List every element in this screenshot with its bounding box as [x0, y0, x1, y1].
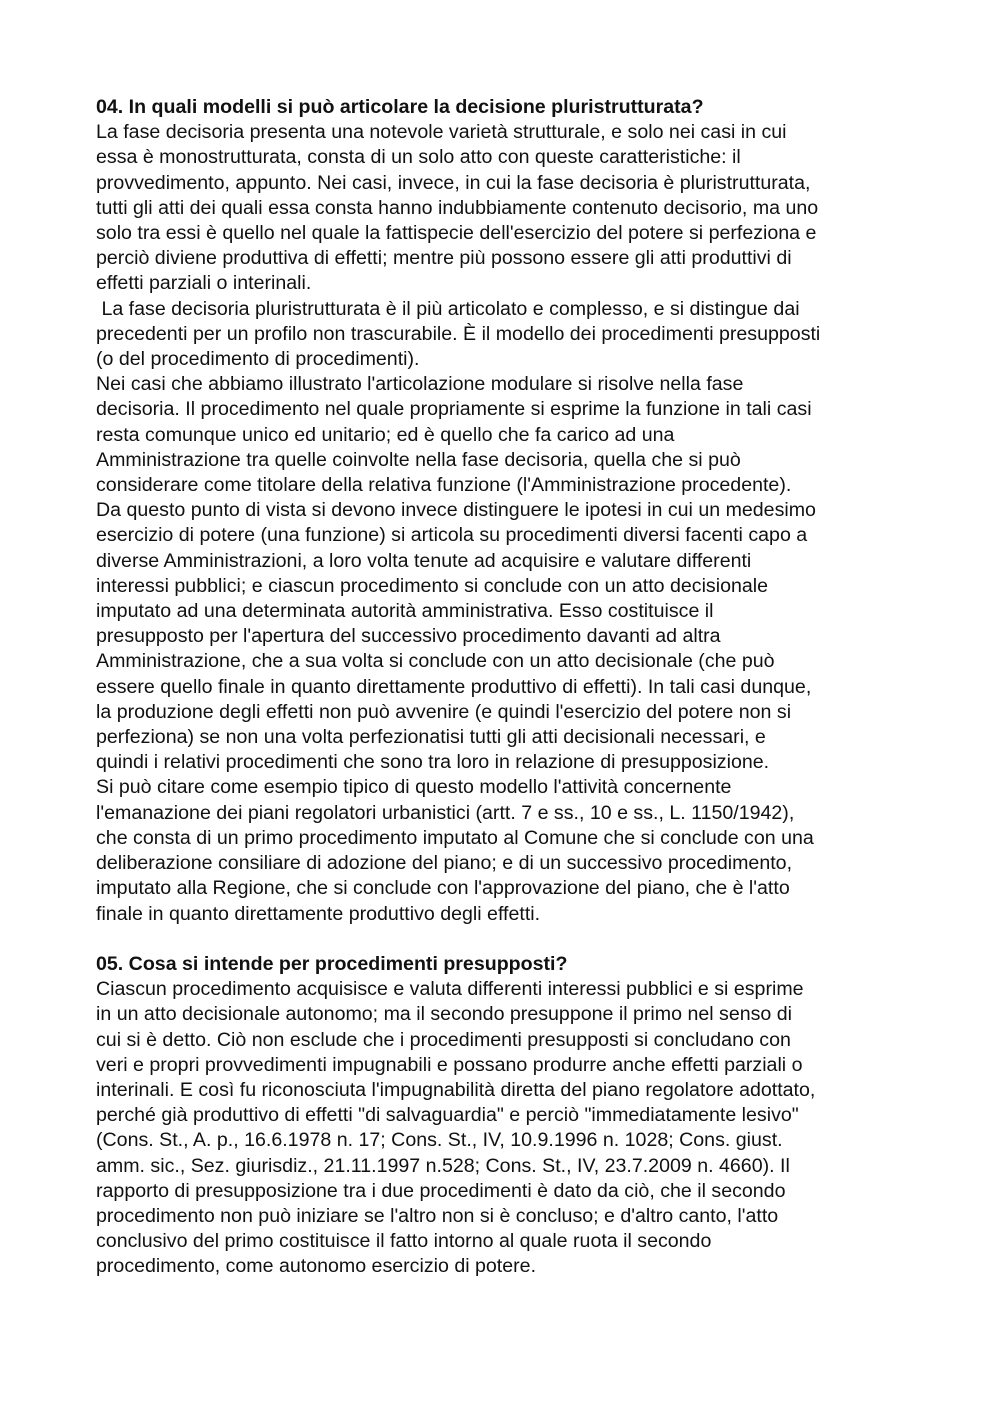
text-line: provvedimento, appunto. Nei casi, invece, in cui la fase decisoria è pluristrutturata,	[96, 171, 811, 194]
text-line: Nei casi che abbiamo illustrato l'articolazione modulare si risolve nella fase	[96, 373, 744, 396]
text-line: imputato ad una determinata autorità amministrativa. Esso costituisce il	[96, 600, 714, 623]
section-05	[96, 952, 908, 1280]
text-line: amm. sic., Sez. giurisdiz., 21.11.1997 n.528; Cons. St., IV, 23.7.2009 n. 4660). Il	[96, 1154, 790, 1177]
text-line: in un atto decisionale autonomo; ma il secondo presuppone il primo nel senso di	[96, 1003, 793, 1026]
text-line: essa è monostrutturata, consta di un solo atto con queste caratteristiche: il	[96, 146, 741, 169]
text-line: solo tra essi è quello nel quale la fattispecie dell'esercizio del potere si perfeziona e	[96, 222, 817, 245]
text-line: Amministrazione tra quelle coinvolte nella fase decisoria, quella che si può	[96, 448, 741, 471]
text-line: considerare come titolare della relativa funzione (l'Amministrazione procedente).	[96, 474, 792, 497]
text-line: perché già produttivo di effetti "di salvaguardia" e perciò "immediatamente lesivo"	[96, 1104, 799, 1127]
text-line: quindi i relativi procedimenti che sono tra loro in relazione di presupposizione.	[96, 751, 770, 774]
text-line: perciò diviene produttiva di effetti; mentre più possono essere gli atti produttivi di	[96, 247, 792, 270]
text-line: deliberazione consiliare di adozione del piano; e di un successivo procedimento,	[96, 852, 793, 875]
text-line: perfeziona) se non una volta perfezionatisi tutti gli atti decisionali necessari, e	[96, 726, 766, 749]
text-line: Amministrazione, che a sua volta si conclude con un atto decisionale (che può	[96, 650, 775, 673]
text-line: resta comunque unico ed unitario; ed è quello che fa carico ad una	[96, 423, 675, 446]
section-heading: 05. Cosa si intende per procedimenti presupposti?	[96, 952, 568, 975]
document-page	[96, 95, 908, 1280]
text-line: procedimento non può iniziare se l'altro non si è concluso; e d'altro canto, l'atto	[96, 1204, 779, 1227]
section-heading: 04. In quali modelli si può articolare la decisione pluristrutturata?	[96, 96, 704, 118]
text-line: Si può citare come esempio tipico di questo modello l'attività concernente	[96, 776, 732, 799]
text-line: (o del procedimento di procedimenti).	[96, 348, 420, 371]
text-line: La fase decisoria presenta una notevole varietà strutturale, e solo nei casi in cui	[96, 121, 787, 144]
text-line: (Cons. St., A. p., 16.6.1978 n. 17; Cons. St., IV, 10.9.1996 n. 1028; Cons. giust.	[96, 1129, 783, 1152]
text-line: Ciascun procedimento acquisisce e valuta differenti interessi pubblici e si esprime	[96, 978, 804, 1001]
text-line: precedenti per un profilo non trascurabile. È il modello dei procedimenti presupposti	[96, 322, 821, 345]
text-line: procedimento, come autonomo esercizio di potere.	[96, 1255, 537, 1278]
text-line: conclusivo del primo costituisce il fatto intorno al quale ruota il secondo	[96, 1230, 712, 1253]
text-line: interinali. E così fu riconosciuta l'impugnabilità diretta del piano regolatore adottato,	[96, 1078, 816, 1101]
text-line: rapporto di presupposizione tra i due procedimenti è dato da ciò, che il secondo	[96, 1179, 786, 1202]
text-line: Da questo punto di vista si devono invece distinguere le ipotesi in cui un medesimo	[96, 499, 816, 522]
text-line: decisoria. Il procedimento nel quale propriamente si esprime la funzione in tali casi	[96, 398, 812, 421]
text-line: presupposto per l'apertura del successivo procedimento davanti ad altra	[96, 625, 721, 648]
text-line: finale in quanto direttamente produttivo degli effetti.	[96, 902, 541, 925]
section-body	[96, 120, 908, 927]
text-line: imputato alla Regione, che si conclude con l'approvazione del piano, che è l'atto	[96, 877, 790, 900]
text-line: interessi pubblici; e ciascun procedimento si conclude con un atto decisionale	[96, 574, 769, 597]
text-line: La fase decisoria pluristrutturata è il più articolato e complesso, e si distingue dai	[96, 297, 800, 320]
section-body	[96, 977, 908, 1279]
section-spacer	[96, 927, 908, 952]
text-line: cui si è detto. Ciò non esclude che i procedimenti presupposti si concludano con	[96, 1028, 791, 1051]
text-line: esercizio di potere (una funzione) si articola su procedimenti diversi facenti capo a	[96, 524, 808, 547]
text-line: veri e propri provvedimenti impugnabili e possano produrre anche effetti parziali o	[96, 1053, 803, 1076]
text-line: tutti gli atti dei quali essa consta hanno indubbiamente contenuto decisorio, ma uno	[96, 196, 819, 219]
text-line: effetti parziali o interinali.	[96, 272, 312, 295]
text-line: che consta di un primo procedimento imputato al Comune che si conclude con una	[96, 826, 814, 849]
text-line: la produzione degli effetti non può avvenire (e quindi l'esercizio del potere non si	[96, 700, 792, 723]
section-04	[96, 95, 908, 927]
text-line: diverse Amministrazioni, a loro volta tenute ad acquisire e valutare differenti	[96, 549, 752, 572]
text-line: l'emanazione dei piani regolatori urbanistici (artt. 7 e ss., 10 e ss., L. 1150/1942),	[96, 801, 795, 824]
text-line: essere quello finale in quanto direttamente produttivo di effetti). In tali casi dunque,	[96, 675, 812, 698]
